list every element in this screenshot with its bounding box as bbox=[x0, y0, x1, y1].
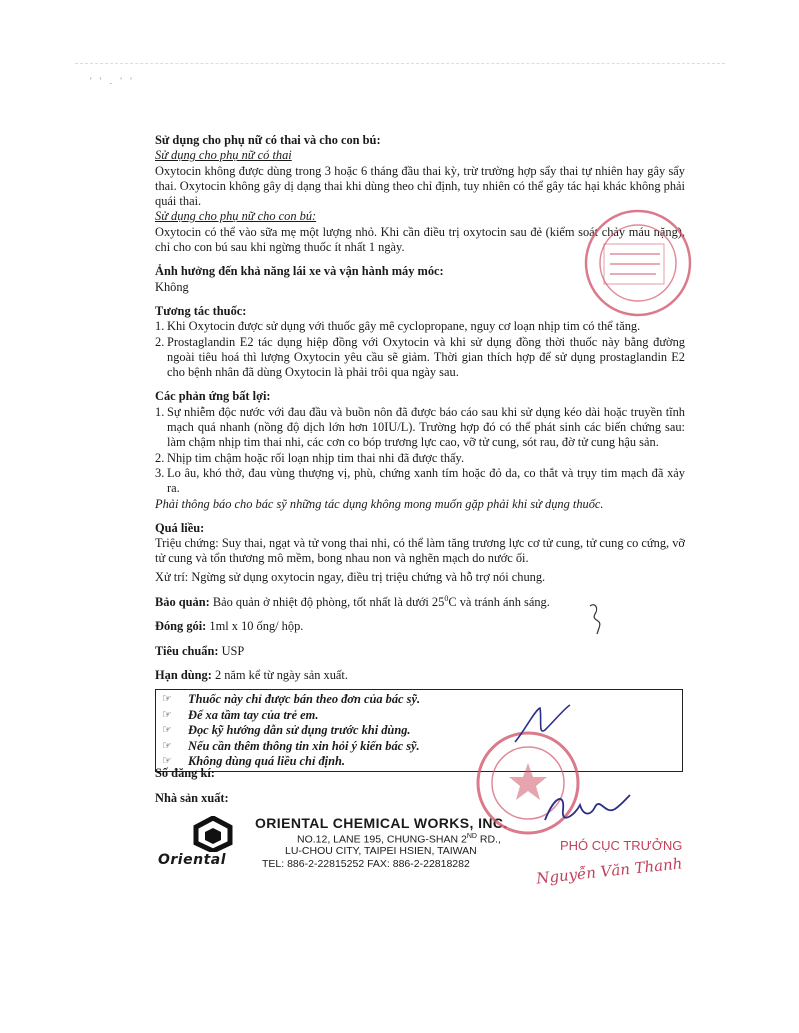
small-initial bbox=[585, 598, 615, 638]
warning-item bbox=[162, 692, 682, 707]
packing-label: Đóng gói: bbox=[155, 619, 207, 634]
item-text: Khi Oxytocin được sử dụng với thuốc gây mê cyclopropane, nguy cơ loạn nhịp tim có thể tăng. bbox=[167, 319, 641, 334]
signatory-name: Nguyễn Văn Thanh bbox=[535, 854, 684, 888]
pregnancy-heading: Sử dụng cho phụ nữ có thai và cho con bú: bbox=[155, 133, 381, 147]
breastfeeding-subheading: Sử dụng cho phụ nữ cho con bú: bbox=[155, 209, 317, 224]
warning-text: Đọc kỹ hướng dẫn sử dụng trước khi dùng. bbox=[188, 723, 411, 738]
address-1-end: RD., bbox=[476, 833, 501, 846]
driving-text: Không bbox=[155, 279, 189, 294]
item-number: 1. bbox=[155, 319, 165, 334]
warning-text: Để xa tầm tay của trẻ em. bbox=[188, 707, 319, 722]
registration-label: Số đăng kí: bbox=[155, 766, 215, 780]
warning-text: Nếu cần thêm thông tin xin hỏi ý kiến bác sỹ. bbox=[188, 738, 420, 753]
overdose-heading: Quá liều: bbox=[155, 520, 205, 535]
list-item bbox=[155, 405, 685, 451]
oriental-brand: Oriental bbox=[158, 852, 227, 868]
item-text: Sự nhiễm độc nước với đau đầu và buồn nôn đã được báo cáo sau khi sử dụng kéo dài hoặc truyền tĩnh mạch quá nhanh (nồng độ dịch lớn hơn 10IU/L). Trường hợp đó có thể phát sinh các biến chứng sau: làm chậm nhịp tim thai nhi, các cơn co bóp trương lực cao, vỡ tử cung, sót rau, đờ tử cung hậu sản. bbox=[167, 404, 685, 450]
item-text: Nhịp tim chậm hoặc rối loạn nhịp tim thai nhi đã được thấy. bbox=[167, 450, 465, 465]
breastfeeding-text: Oxytocin có thể vào sữa mẹ một lượng nhỏ. Khi cần điều trị oxytocin sau đẻ (kiểm soát chảy máu nặng), chỉ cho con bú sau khi ngừng thuốc ít nhất 1 ngày. bbox=[155, 224, 685, 255]
handwritten-signature bbox=[535, 785, 635, 835]
expiry-line bbox=[155, 668, 685, 683]
expiry-label: Hạn dùng: bbox=[155, 668, 212, 683]
adverse-section bbox=[155, 389, 685, 511]
warning-text: Thuốc này chỉ được bán theo đơn của bác sỹ. bbox=[188, 692, 421, 707]
overdose-treatment: Xử trí: Ngừng sử dụng oxytocin ngay, điều trị triệu chứng và hỗ trợ nói chung. bbox=[155, 569, 546, 584]
pointing-hand-icon: ☞ bbox=[162, 724, 172, 737]
driving-heading: Ảnh hưởng đến khả năng lái xe và vận hành máy móc: bbox=[155, 264, 444, 279]
standard-text: USP bbox=[221, 643, 245, 658]
list-item bbox=[155, 335, 685, 381]
list-item bbox=[155, 466, 685, 497]
storage-label: Bảo quản: bbox=[155, 595, 210, 610]
expiry-text: 2 năm kể từ ngày sản xuất. bbox=[214, 668, 348, 683]
pointing-hand-icon: ☞ bbox=[162, 754, 172, 767]
list-item bbox=[155, 451, 685, 466]
company-name: ORIENTAL CHEMICAL WORKS, INC. bbox=[255, 815, 508, 831]
adverse-heading: Các phản ứng bất lợi: bbox=[155, 389, 271, 404]
storage-text-a: Bảo quản ở nhiệt độ phòng, tốt nhất là dưới 25 bbox=[212, 595, 445, 610]
company-address-2: LU-CHOU CITY, TAIPEI HSIEN, TAIWAN bbox=[285, 845, 477, 857]
header-marks: ' ' . ' ' bbox=[90, 76, 135, 86]
oriental-logo-icon bbox=[188, 816, 238, 852]
pointing-hand-icon: ☞ bbox=[162, 739, 172, 752]
address-1-sup: ND bbox=[466, 833, 477, 840]
item-text: Prostaglandin E2 tác dụng hiệp đồng với Oxytocin và khi sử dụng đồng thời thuốc này bằng đường ngoài tiêu hoá thì lượng Oxytocin yêu cầu sẽ giảm. Thời gian thích hợp để sử dụng prostaglandin E2 cho bệnh nhân đã dùng Oxytocin là phải trôi qua ngày sau. bbox=[167, 334, 685, 380]
pointing-hand-icon: ☞ bbox=[162, 708, 172, 721]
item-number: 2. bbox=[155, 334, 165, 349]
pregnancy-subheading: Sử dụng cho phụ nữ có thai bbox=[155, 148, 292, 163]
overdose-section bbox=[155, 521, 685, 585]
packing-text: 1ml x 10 ống/ hộp. bbox=[209, 619, 304, 634]
pregnancy-text: Oxytocin không được dùng trong 3 hoặc 6 tháng đầu thai kỳ, trừ trường hợp sẩy thai tự nhiên hay gây sẩy thai. Oxytocin không gây dị dạng thai khi dùng theo chỉ định, tuy nhiên có thể gây tác hại khác không phải quái thai. bbox=[155, 163, 685, 209]
storage-text-b: C và tránh ánh sáng. bbox=[448, 595, 550, 610]
list-item bbox=[155, 319, 685, 334]
adverse-note: Phải thông báo cho bác sỹ những tác dụng không mong muốn gặp phải khi sử dụng thuốc. bbox=[155, 496, 604, 511]
warnings-box bbox=[155, 689, 683, 772]
manufacturer-label: Nhà sản xuất: bbox=[155, 791, 229, 805]
signatory-title: PHÓ CỤC TRƯỞNG bbox=[560, 838, 683, 853]
handwritten-initial bbox=[510, 700, 590, 750]
warning-item bbox=[162, 723, 682, 738]
top-divider bbox=[75, 63, 725, 64]
address-1: NO.12, LANE 195, CHUNG-SHAN 2 bbox=[297, 833, 467, 846]
interactions-heading: Tương tác thuốc: bbox=[155, 303, 247, 318]
warning-text: Không dùng quá liều chỉ định. bbox=[188, 753, 346, 768]
item-text: Lo âu, khó thở, đau vùng thượng vị, phù, chứng xanh tím hoặc đỏ da, co thắt và trụy tim mạch đã xảy ra. bbox=[167, 465, 685, 496]
company-phone: TEL: 886-2-22815252 FAX: 886-2-22818282 bbox=[262, 858, 470, 870]
standard-label: Tiêu chuẩn: bbox=[155, 643, 219, 658]
overdose-symptoms: Triệu chứng: Suy thai, ngạt và tử vong thai nhi, có thể làm tăng trương lực cơ tử cung, tử cung co cứng, vỡ tử cung và tổn thương mô mềm, bong nhau non và nghẽn mạch do nước ối. bbox=[155, 536, 685, 566]
item-number: 2. bbox=[155, 450, 165, 465]
official-stamp-top bbox=[566, 208, 696, 318]
warning-item bbox=[162, 708, 682, 723]
item-number: 3. bbox=[155, 465, 165, 480]
storage-sup: 0 bbox=[444, 594, 449, 604]
warning-item bbox=[162, 739, 682, 754]
pointing-hand-icon: ☞ bbox=[162, 693, 172, 706]
standard-line bbox=[155, 644, 685, 659]
item-number: 1. bbox=[155, 404, 165, 419]
